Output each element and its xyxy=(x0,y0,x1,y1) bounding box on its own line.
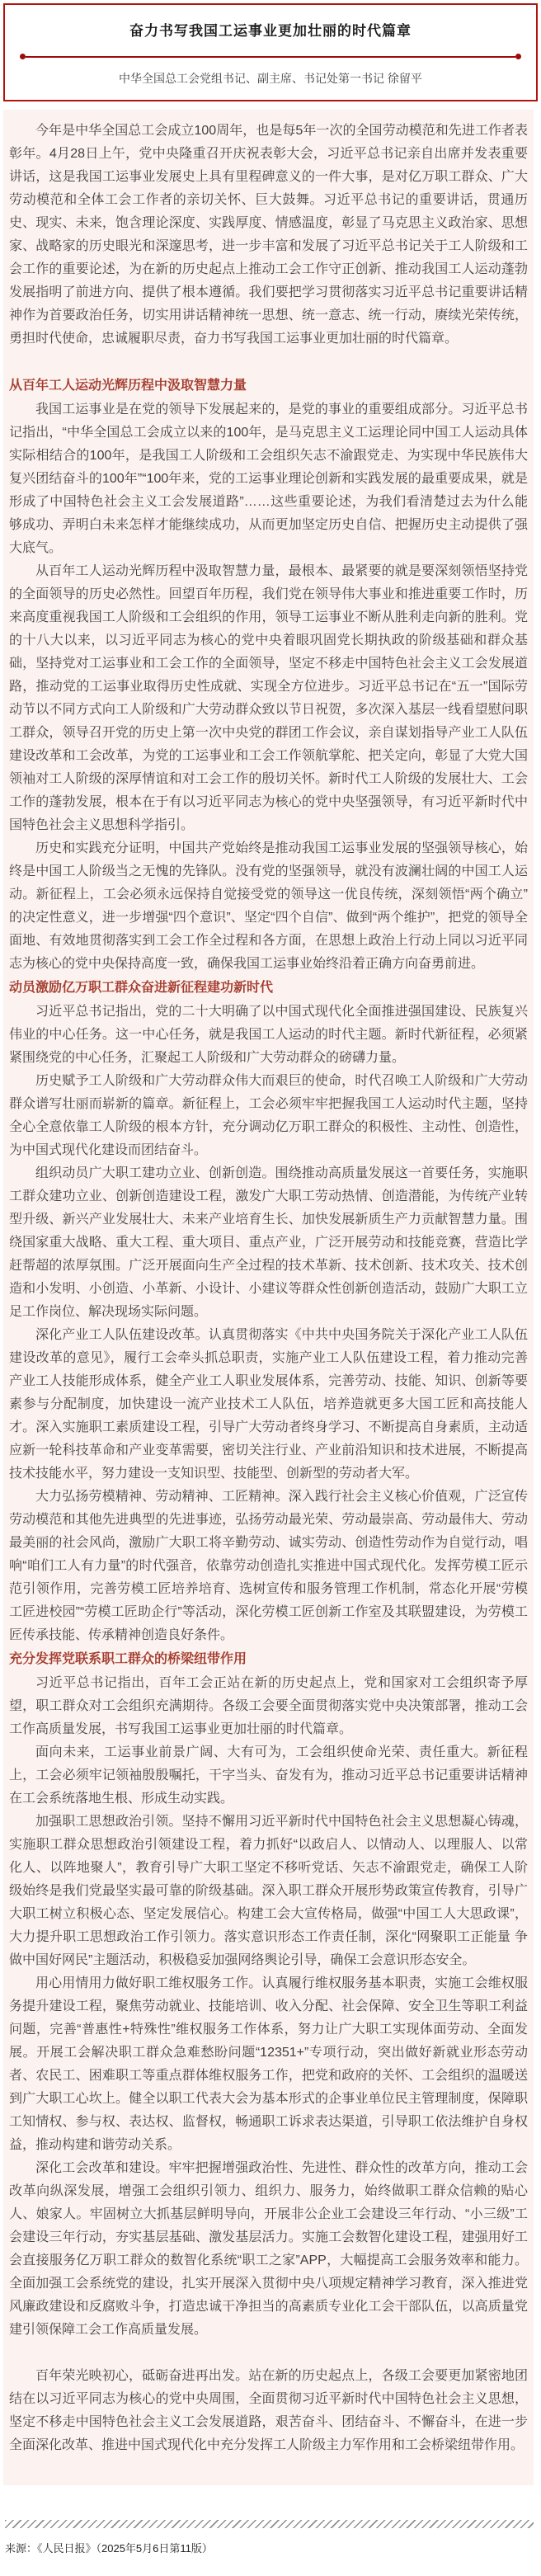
article-paragraph: 深化产业工人队伍建设改革。认真贯彻落实《中共中央国务院关于深化产业工人队伍建设改革的意见》，履行工会牵头抓总职责，实施产业工人队伍建设工程，着力推动完善产业工人技能形成体系，健全产业工人职业发展体系，完善劳动、技能、知识、创新等要素参与分配制度，加快建设一流产业技术工人队伍，培养造就更多大国工匠和高技能人才。深入实施职工素质建设工程，引导广大劳动者终身学习、不断提高自身素质，主动适应新一轮科技革命和产业变革需要，密切关注行业、产业前沿知识和技术进展，不断提高技术技能水平，努力建设一支知识型、技能型、创新型的劳动者大军。 xyxy=(9,1328,528,1481)
article-paragraph: 大力弘扬劳模精神、劳动精神、工匠精神。深入践行社会主义核心价值观，广泛宣传劳动模范和其他先进典型的先进事迹，弘扬劳动最光荣、劳动最崇高、劳动最伟大、劳动最美丽的社会风尚，激励广大职工将辛勤劳动、诚实劳动、创造性劳动作为自觉行动，唱响“咱们工人有力量”的时代强音，依靠劳动创造扎实推进中国式现代化。发挥劳模工匠示范引领作用，完善劳模工匠培养培育、选树宣传和服务管理工作机制，常态化开展“劳模工匠进校园”“劳模工匠助企行”等活动，深化劳模工匠创新工作室及其联盟建设，为劳模工匠传承技能、传承精神创造良好条件。 xyxy=(9,1490,528,1642)
article-paragraph: 百年荣光映初心，砥砺奋进再出发。站在新的历史起点上，各级工会要更加紧密地团结在以习近平同志为核心的党中央周围，全面贯彻习近平新时代中国特色社会主义思想，坚定不移走中国特色社会主义工会发展道路，艰苦奋斗、团结奋斗、不懈奋斗，在进一步全面深化改革、推进中国式现代化中充分发挥工人阶级主力军作用和工会桥梁纽带作用。 xyxy=(9,2369,528,2452)
article-paragraph: 今年是中华全国总工会成立100周年，也是每5年一次的全国劳动模范和先进工作者表彰年。4月28日上午，党中央隆重召开庆祝表彰大会，习近平总书记亲自出席并发表重要讲话，这是我国工运事业发展史上具有里程碑意义的一件大事，是对亿万职工群众、广大劳动模范和全体工会工作者的亲切关怀、巨大鼓舞。习近平总书记的重要讲话，贯通历史、现实、未来，饱含理论深度、实践厚度、情感温度，彰显了马克思主义政治家、思想家、战略家的历史眼光和深邃思考，进一步丰富和发展了习近平总书记关于工人阶级和工会工作的重要论述，为在新的历史起点上推动工会工作守正创新、推动我国工人运动蓬勃发展指明了前进方向、提供了根本遵循。我们要把学习贯彻落实习近平总书记重要讲话精神作为首要政治任务，切实用讲话精神统一思想、统一意志、统一行动，赓续光荣传统，勇担时代使命，忠诚履职尽责，奋力书写我国工运事业更加壮丽的时代篇章。 xyxy=(9,124,528,346)
article-paragraph: 从百年工人运动光辉历程中汲取智慧力量，最根本、最紧要的就是要深刻领悟坚持党的全面领导的历史必然性。回望百年历程，我们党在领导伟大事业和推进重要工作时，历来高度重视我国工人阶级和工会组织的作用，领导工运事业不断从胜利走向新的胜利。党的十八大以来，以习近平同志为核心的党中央着眼巩固党长期执政的阶级基础和群众基础，坚持党对工运事业和工会工作的全面领导，坚定不移走中国特色社会主义工会发展道路，推动党的工运事业取得历史性成就、实现全方位进步。习近平总书记在“五一”国际劳动节以不同方式向工人阶级和广大劳动群众致以节日祝贺，多次深入基层一线看望慰问职工群众，领导召开党的历史上第一次中央党的群团工作会议，亲自谋划指导产业工人队伍建设改革和工会改革，为党的工运事业和工会工作领航掌舵、把关定向，彰显了大党大国领袖对工人阶级的深厚情谊和对工会工作的殷切关怀。新时代工人阶级的发展壮大、工会工作的蓬勃发展，根本在于有以习近平同志为核心的党中央坚强领导，有习近平新时代中国特色社会主义思想科学指引。 xyxy=(9,564,528,832)
section-heading: 动员激励亿万职工群众奋进新征程建功新时代 xyxy=(9,981,274,995)
hatched-divider xyxy=(5,2520,534,2528)
article-header xyxy=(3,3,538,101)
article-paragraph: 历史和实践充分证明，中国共产党始终是推动我国工运事业发展的坚强领导核心，始终是中国工人阶级当之无愧的先锋队。没有党的坚强领导，就没有波澜壮阔的中国工人运动。新征程上，工会必须永远保持自觉接受党的领导这一优良传统，深刻领悟“两个确立”的决定性意义，进一步增强“四个意识”、坚定“四个自信”、做到“两个维护”，把党的领导全面地、有效地贯彻落实到工会工作全过程和各方面，在思想上政治上行动上同以习近平同志为核心的党中央保持高度一致，确保我国工运事业始终沿着正确方向奋勇前进。 xyxy=(9,841,528,971)
source-line: 来源：《人民日报》（2025年5月6日第11版） xyxy=(5,2542,213,2555)
divider-dot-right xyxy=(515,54,521,59)
paragraph-spacer xyxy=(9,351,528,374)
divider-dot-left xyxy=(20,54,26,59)
section-heading: 从百年工人运动光辉历程中汲取智慧力量 xyxy=(9,379,247,393)
page-title: 奋力书写我国工运事业更加壮丽的时代篇章 xyxy=(129,23,412,39)
article-paragraph: 加强职工思想政治引领。坚持不懈用习近平新时代中国特色社会主义思想凝心铸魂，实施职工群众思想政治引领建设工程，着力抓好“以政启人、以情动人、以理服人、以常化人、以阵地聚人”，教育引导广大职工坚定不移听党话、矢志不渝跟党走，确保工人阶级始终是我们党最坚实最可靠的阶级基础。深入职工群众开展形势政策宣传教育，引导广大职工树立积极心态、坚定发展信心。构建工会大宣传格局，做强“中国工人大思政课”，大力提升职工思想政治工作引领力。落实意识形态工作责任制，深化“网聚职工正能量 争做中国好网民”主题活动，积极稳妥加强网络舆论引导，确保工会意识形态安全。 xyxy=(9,1815,528,1967)
article-paragraph: 我国工运事业是在党的领导下发展起来的，是党的事业的重要组成部分。习近平总书记指出，“中华全国总工会成立以来的100年，是马克思主义工运理论同中国工人运动具体实际相结合的100年，是我国工人阶级和工会组织矢志不渝跟党走、为实现中华民族伟大复兴团结奋斗的100年”“100年来，党的工运事业理论创新和实践发展的最重要成果，就是形成了中国特色社会主义工会发展道路”……这些重要论述，为我们看清楚过去为什么能够成功、弄明白未来怎样才能继续成功，从而更加坚定历史自信、把握历史主动提供了强大底气。 xyxy=(9,403,528,555)
article-paragraph: 历史赋予工人阶级和广大劳动群众伟大而艰巨的使命，时代召唤工人阶级和广大劳动群众谱写壮丽而崭新的篇章。新征程上，工会必须牢牢把握我国工人运动时代主题，坚持全心全意依靠工人阶级的根本方针，充分调动亿万职工群众的积极性、主动性、创造性，为中国式现代化建设而团结奋斗。 xyxy=(9,1074,528,1157)
article-paragraph: 用心用情用力做好职工维权服务工作。认真履行维权服务基本职责，实施工会维权服务提升建设工程，聚焦劳动就业、技能培训、收入分配、社会保障、安全卫生等职工利益问题，完善“普惠性+特殊性”维权服务工作体系，努力让广大职工实现体面劳动、全面发展。开展工会解决职工群众急难愁盼问题“12351+”专项行动，突出做好新就业形态劳动者、农民工、困难职工等重点群体维权服务工作，把党和政府的关怀、工会组织的温暖送到广大职工心坎上。健全以职工代表大会为基本形式的企事业单位民主管理制度，保障职工知情权、参与权、表达权、监督权，畅通职工诉求表达渠道，引导职工依法维护自身权益，推动构建和谐劳动关系。 xyxy=(9,1976,528,2152)
article-paragraph: 习近平总书记指出，百年工会正站在新的历史起点上，党和国家对工会组织寄予厚望，职工群众对工会组织充满期待。各级工会要全面贯彻落实党中央决策部署，推动工会工作高质量发展，书写我国工运事业更加壮丽的时代篇章。 xyxy=(9,1676,528,1736)
article-byline: 中华全国总工会党组书记、副主席、书记处第一书记 徐留平 xyxy=(119,72,422,85)
section-heading: 充分发挥党联系职工群众的桥梁纽带作用 xyxy=(9,1652,247,1666)
article-body xyxy=(3,110,534,2485)
article-paragraph: 深化工会改革和建设。牢牢把握增强政治性、先进性、群众性的改革方向，推动工会改革向纵深发展，增强工会组织引领力、组织力、服务力，始终做职工群众信赖的贴心人、娘家人。牢固树立大抓基层鲜明导向，开展非公企业工会建设三年行动、“小三级”工会建设三年行动，夯实基层基础、激发基层活力。实施工会数智化建设工程，建强用好工会直接服务亿万职工群众的数智化系统“职工之家”APP，大幅提高工会服务效率和能力。全面加强工会系统党的建设，扎实开展深入贯彻中央八项规定精神学习教育，深入推进党风廉政建设和反腐败斗争，打造忠诚干净担当的高素质专业化工会干部队伍，以高质量党建引领保障工会工作高质量发展。 xyxy=(9,2161,528,2337)
article-paragraph: 组织动员广大职工建功立业、创新创造。围绕推动高质量发展这一首要任务，实施职工群众建功立业、创新创造建设工程，激发广大职工劳动热情、创造潜能，为传统产业转型升级、新兴产业发展壮大、未来产业培育生长、加快发展新质生产力贡献智慧力量。围绕国家重大战略、重大工程、重大项目、重点产业，广泛开展劳动和技能竞赛，营造比学赶帮超的浓厚氛围。广泛开展面向生产全过程的技术革新、技术创新、技术攻关、技术创造和小发明、小创造、小革新、小设计、小建议等群众性创新创造活动，鼓励广大职工立足工作岗位、解决现场实际问题。 xyxy=(9,1166,528,1319)
title-divider xyxy=(20,54,521,59)
article-paragraph: 习近平总书记指出，党的二十大明确了以中国式现代化全面推进强国建设、民族复兴伟业的中心任务。这一中心任务，就是我国工人运动的时代主题。新时代新征程，必须紧紧围绕党的中心任务，汇聚起工人阶级和广大劳动群众的磅礴力量。 xyxy=(9,1005,528,1065)
article-paragraph: 面向未来，工运事业前景广阔、大有可为，工会组织使命光荣、责任重大。新征程上，工会必须牢记领袖殷殷嘱托，干字当头、奋发有为，推动习近平总书记重要讲话精神在工会系统落地生根、形成生动实践。 xyxy=(9,1745,528,1806)
divider-line xyxy=(26,56,515,58)
article-page xyxy=(0,3,541,2556)
paragraph-spacer xyxy=(9,2342,528,2365)
